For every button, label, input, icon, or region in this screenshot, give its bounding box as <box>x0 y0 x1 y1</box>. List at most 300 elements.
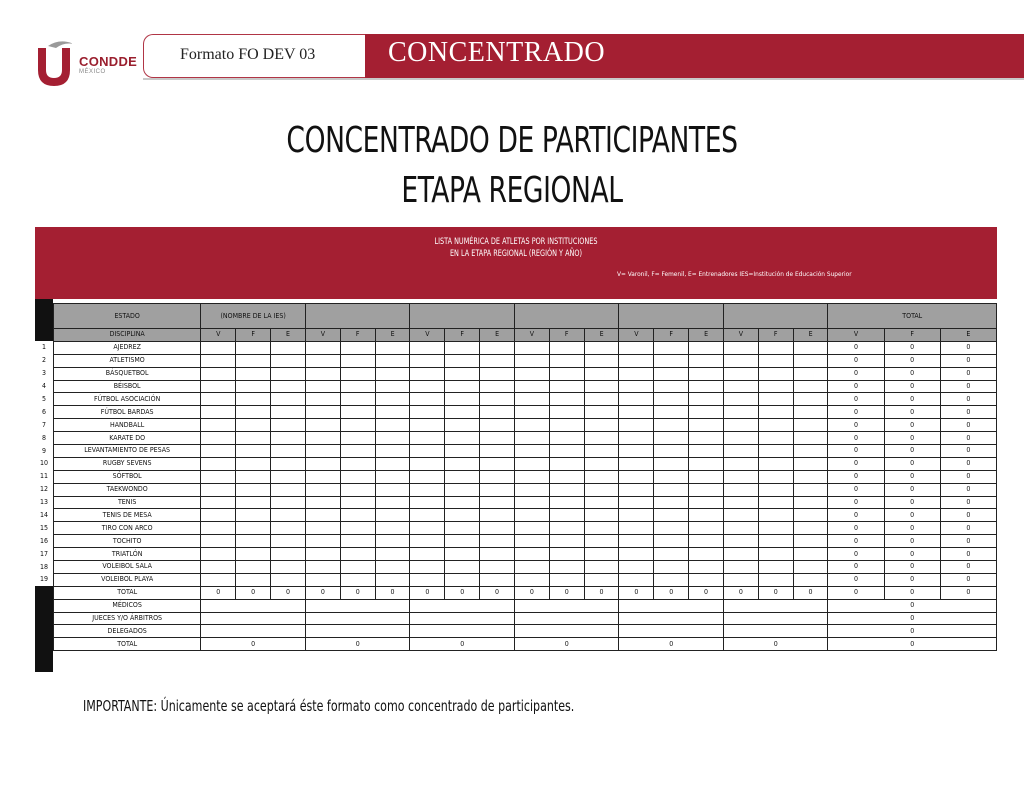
entry-cell[interactable] <box>549 522 584 535</box>
entry-cell[interactable] <box>654 354 689 367</box>
entry-cell[interactable] <box>445 445 480 458</box>
entry-cell[interactable] <box>410 457 445 470</box>
entry-cell[interactable] <box>271 522 306 535</box>
staff-entry-cell[interactable] <box>201 599 306 612</box>
entry-cell[interactable] <box>375 367 410 380</box>
entry-cell[interactable] <box>619 367 654 380</box>
entry-cell[interactable] <box>201 561 236 574</box>
staff-entry-cell[interactable] <box>723 599 828 612</box>
entry-cell[interactable] <box>236 496 271 509</box>
entry-cell[interactable] <box>236 354 271 367</box>
entry-cell[interactable] <box>445 522 480 535</box>
entry-cell[interactable] <box>305 393 340 406</box>
entry-cell[interactable] <box>236 483 271 496</box>
entry-cell[interactable] <box>236 535 271 548</box>
entry-cell[interactable] <box>584 393 619 406</box>
entry-cell[interactable] <box>340 445 375 458</box>
entry-cell[interactable] <box>375 432 410 445</box>
entry-cell[interactable] <box>514 354 549 367</box>
entry-cell[interactable] <box>271 367 306 380</box>
entry-cell[interactable] <box>340 393 375 406</box>
entry-cell[interactable] <box>480 419 515 432</box>
entry-cell[interactable] <box>375 393 410 406</box>
entry-cell[interactable] <box>305 573 340 586</box>
entry-cell[interactable] <box>236 561 271 574</box>
entry-cell[interactable] <box>201 406 236 419</box>
entry-cell[interactable] <box>480 548 515 561</box>
entry-cell[interactable] <box>340 341 375 354</box>
entry-cell[interactable] <box>480 573 515 586</box>
entry-cell[interactable] <box>654 380 689 393</box>
entry-cell[interactable] <box>619 509 654 522</box>
entry-cell[interactable] <box>445 535 480 548</box>
entry-cell[interactable] <box>723 483 758 496</box>
entry-cell[interactable] <box>793 406 828 419</box>
entry-cell[interactable] <box>410 380 445 393</box>
entry-cell[interactable] <box>271 496 306 509</box>
staff-entry-cell[interactable] <box>410 599 515 612</box>
entry-cell[interactable] <box>584 457 619 470</box>
entry-cell[interactable] <box>758 561 793 574</box>
entry-cell[interactable] <box>758 367 793 380</box>
entry-cell[interactable] <box>201 445 236 458</box>
entry-cell[interactable] <box>514 535 549 548</box>
entry-cell[interactable] <box>445 509 480 522</box>
entry-cell[interactable] <box>758 509 793 522</box>
entry-cell[interactable] <box>410 561 445 574</box>
entry-cell[interactable] <box>236 341 271 354</box>
entry-cell[interactable] <box>654 496 689 509</box>
entry-cell[interactable] <box>584 445 619 458</box>
entry-cell[interactable] <box>723 535 758 548</box>
entry-cell[interactable] <box>236 445 271 458</box>
entry-cell[interactable] <box>201 483 236 496</box>
entry-cell[interactable] <box>305 367 340 380</box>
entry-cell[interactable] <box>619 496 654 509</box>
entry-cell[interactable] <box>340 509 375 522</box>
entry-cell[interactable] <box>445 561 480 574</box>
entry-cell[interactable] <box>410 341 445 354</box>
staff-entry-cell[interactable] <box>619 625 724 638</box>
entry-cell[interactable] <box>305 561 340 574</box>
entry-cell[interactable] <box>793 367 828 380</box>
entry-cell[interactable] <box>619 432 654 445</box>
entry-cell[interactable] <box>201 380 236 393</box>
entry-cell[interactable] <box>723 457 758 470</box>
entry-cell[interactable] <box>236 509 271 522</box>
entry-cell[interactable] <box>549 457 584 470</box>
entry-cell[interactable] <box>480 522 515 535</box>
entry-cell[interactable] <box>445 548 480 561</box>
entry-cell[interactable] <box>689 445 724 458</box>
entry-cell[interactable] <box>340 561 375 574</box>
entry-cell[interactable] <box>410 393 445 406</box>
entry-cell[interactable] <box>305 457 340 470</box>
entry-cell[interactable] <box>793 445 828 458</box>
entry-cell[interactable] <box>584 419 619 432</box>
staff-entry-cell[interactable] <box>619 612 724 625</box>
entry-cell[interactable] <box>549 483 584 496</box>
entry-cell[interactable] <box>549 509 584 522</box>
entry-cell[interactable] <box>758 432 793 445</box>
entry-cell[interactable] <box>480 561 515 574</box>
entry-cell[interactable] <box>340 457 375 470</box>
entry-cell[interactable] <box>689 509 724 522</box>
staff-entry-cell[interactable] <box>305 599 410 612</box>
entry-cell[interactable] <box>689 457 724 470</box>
entry-cell[interactable] <box>758 522 793 535</box>
entry-cell[interactable] <box>410 535 445 548</box>
entry-cell[interactable] <box>480 509 515 522</box>
entry-cell[interactable] <box>201 535 236 548</box>
entry-cell[interactable] <box>654 470 689 483</box>
entry-cell[interactable] <box>445 341 480 354</box>
entry-cell[interactable] <box>236 367 271 380</box>
entry-cell[interactable] <box>619 406 654 419</box>
staff-entry-cell[interactable] <box>305 625 410 638</box>
staff-entry-cell[interactable] <box>201 612 306 625</box>
entry-cell[interactable] <box>758 354 793 367</box>
entry-cell[interactable] <box>758 496 793 509</box>
entry-cell[interactable] <box>723 548 758 561</box>
entry-cell[interactable] <box>793 573 828 586</box>
entry-cell[interactable] <box>340 419 375 432</box>
entry-cell[interactable] <box>375 445 410 458</box>
staff-entry-cell[interactable] <box>514 625 619 638</box>
entry-cell[interactable] <box>271 548 306 561</box>
entry-cell[interactable] <box>375 573 410 586</box>
entry-cell[interactable] <box>340 535 375 548</box>
entry-cell[interactable] <box>584 367 619 380</box>
entry-cell[interactable] <box>549 341 584 354</box>
entry-cell[interactable] <box>480 470 515 483</box>
entry-cell[interactable] <box>514 561 549 574</box>
entry-cell[interactable] <box>340 496 375 509</box>
entry-cell[interactable] <box>758 573 793 586</box>
entry-cell[interactable] <box>549 354 584 367</box>
entry-cell[interactable] <box>514 445 549 458</box>
entry-cell[interactable] <box>654 509 689 522</box>
entry-cell[interactable] <box>723 380 758 393</box>
entry-cell[interactable] <box>514 496 549 509</box>
entry-cell[interactable] <box>305 419 340 432</box>
entry-cell[interactable] <box>480 380 515 393</box>
entry-cell[interactable] <box>549 419 584 432</box>
entry-cell[interactable] <box>445 393 480 406</box>
entry-cell[interactable] <box>584 483 619 496</box>
entry-cell[interactable] <box>271 406 306 419</box>
entry-cell[interactable] <box>340 483 375 496</box>
entry-cell[interactable] <box>549 406 584 419</box>
entry-cell[interactable] <box>305 406 340 419</box>
entry-cell[interactable] <box>271 573 306 586</box>
entry-cell[interactable] <box>340 573 375 586</box>
entry-cell[interactable] <box>445 573 480 586</box>
entry-cell[interactable] <box>549 380 584 393</box>
entry-cell[interactable] <box>723 341 758 354</box>
entry-cell[interactable] <box>793 354 828 367</box>
entry-cell[interactable] <box>271 419 306 432</box>
entry-cell[interactable] <box>340 354 375 367</box>
staff-entry-cell[interactable] <box>201 625 306 638</box>
entry-cell[interactable] <box>689 393 724 406</box>
entry-cell[interactable] <box>305 548 340 561</box>
entry-cell[interactable] <box>689 354 724 367</box>
entry-cell[interactable] <box>410 419 445 432</box>
entry-cell[interactable] <box>758 457 793 470</box>
entry-cell[interactable] <box>689 535 724 548</box>
entry-cell[interactable] <box>305 483 340 496</box>
entry-cell[interactable] <box>445 354 480 367</box>
entry-cell[interactable] <box>549 573 584 586</box>
entry-cell[interactable] <box>271 393 306 406</box>
entry-cell[interactable] <box>236 457 271 470</box>
entry-cell[interactable] <box>201 432 236 445</box>
entry-cell[interactable] <box>619 573 654 586</box>
entry-cell[interactable] <box>584 535 619 548</box>
entry-cell[interactable] <box>689 367 724 380</box>
entry-cell[interactable] <box>201 457 236 470</box>
entry-cell[interactable] <box>375 496 410 509</box>
entry-cell[interactable] <box>619 419 654 432</box>
entry-cell[interactable] <box>271 341 306 354</box>
entry-cell[interactable] <box>305 509 340 522</box>
entry-cell[interactable] <box>271 483 306 496</box>
entry-cell[interactable] <box>723 522 758 535</box>
entry-cell[interactable] <box>793 522 828 535</box>
entry-cell[interactable] <box>723 393 758 406</box>
entry-cell[interactable] <box>514 483 549 496</box>
entry-cell[interactable] <box>654 561 689 574</box>
entry-cell[interactable] <box>689 496 724 509</box>
entry-cell[interactable] <box>689 406 724 419</box>
entry-cell[interactable] <box>514 470 549 483</box>
entry-cell[interactable] <box>480 457 515 470</box>
entry-cell[interactable] <box>619 445 654 458</box>
entry-cell[interactable] <box>340 406 375 419</box>
entry-cell[interactable] <box>375 561 410 574</box>
entry-cell[interactable] <box>793 393 828 406</box>
entry-cell[interactable] <box>793 457 828 470</box>
entry-cell[interactable] <box>584 509 619 522</box>
entry-cell[interactable] <box>689 419 724 432</box>
entry-cell[interactable] <box>480 445 515 458</box>
entry-cell[interactable] <box>793 380 828 393</box>
entry-cell[interactable] <box>305 341 340 354</box>
entry-cell[interactable] <box>340 432 375 445</box>
entry-cell[interactable] <box>305 432 340 445</box>
entry-cell[interactable] <box>549 432 584 445</box>
entry-cell[interactable] <box>340 522 375 535</box>
entry-cell[interactable] <box>410 496 445 509</box>
entry-cell[interactable] <box>480 406 515 419</box>
entry-cell[interactable] <box>584 573 619 586</box>
entry-cell[interactable] <box>723 470 758 483</box>
entry-cell[interactable] <box>375 457 410 470</box>
entry-cell[interactable] <box>514 432 549 445</box>
entry-cell[interactable] <box>445 367 480 380</box>
entry-cell[interactable] <box>619 522 654 535</box>
entry-cell[interactable] <box>201 522 236 535</box>
entry-cell[interactable] <box>410 406 445 419</box>
entry-cell[interactable] <box>654 535 689 548</box>
entry-cell[interactable] <box>793 509 828 522</box>
entry-cell[interactable] <box>549 496 584 509</box>
entry-cell[interactable] <box>201 367 236 380</box>
entry-cell[interactable] <box>584 341 619 354</box>
entry-cell[interactable] <box>201 419 236 432</box>
entry-cell[interactable] <box>758 393 793 406</box>
entry-cell[interactable] <box>236 573 271 586</box>
entry-cell[interactable] <box>549 548 584 561</box>
entry-cell[interactable] <box>584 432 619 445</box>
staff-entry-cell[interactable] <box>723 612 828 625</box>
entry-cell[interactable] <box>514 380 549 393</box>
entry-cell[interactable] <box>305 496 340 509</box>
entry-cell[interactable] <box>305 445 340 458</box>
entry-cell[interactable] <box>619 354 654 367</box>
entry-cell[interactable] <box>480 393 515 406</box>
entry-cell[interactable] <box>619 457 654 470</box>
entry-cell[interactable] <box>619 561 654 574</box>
entry-cell[interactable] <box>236 393 271 406</box>
entry-cell[interactable] <box>689 522 724 535</box>
entry-cell[interactable] <box>689 561 724 574</box>
entry-cell[interactable] <box>723 561 758 574</box>
entry-cell[interactable] <box>201 393 236 406</box>
entry-cell[interactable] <box>514 573 549 586</box>
entry-cell[interactable] <box>305 470 340 483</box>
entry-cell[interactable] <box>236 419 271 432</box>
entry-cell[interactable] <box>793 535 828 548</box>
entry-cell[interactable] <box>514 419 549 432</box>
entry-cell[interactable] <box>654 432 689 445</box>
entry-cell[interactable] <box>340 548 375 561</box>
entry-cell[interactable] <box>410 445 445 458</box>
entry-cell[interactable] <box>480 483 515 496</box>
entry-cell[interactable] <box>723 367 758 380</box>
entry-cell[interactable] <box>758 535 793 548</box>
entry-cell[interactable] <box>236 380 271 393</box>
entry-cell[interactable] <box>271 535 306 548</box>
entry-cell[interactable] <box>445 457 480 470</box>
entry-cell[interactable] <box>584 406 619 419</box>
entry-cell[interactable] <box>201 548 236 561</box>
entry-cell[interactable] <box>410 470 445 483</box>
entry-cell[interactable] <box>723 496 758 509</box>
entry-cell[interactable] <box>619 380 654 393</box>
entry-cell[interactable] <box>758 380 793 393</box>
entry-cell[interactable] <box>445 406 480 419</box>
entry-cell[interactable] <box>723 573 758 586</box>
entry-cell[interactable] <box>271 561 306 574</box>
entry-cell[interactable] <box>271 354 306 367</box>
entry-cell[interactable] <box>445 470 480 483</box>
entry-cell[interactable] <box>514 367 549 380</box>
entry-cell[interactable] <box>271 445 306 458</box>
entry-cell[interactable] <box>201 341 236 354</box>
entry-cell[interactable] <box>654 393 689 406</box>
entry-cell[interactable] <box>480 341 515 354</box>
entry-cell[interactable] <box>619 341 654 354</box>
entry-cell[interactable] <box>410 483 445 496</box>
entry-cell[interactable] <box>375 406 410 419</box>
entry-cell[interactable] <box>201 573 236 586</box>
entry-cell[interactable] <box>480 354 515 367</box>
entry-cell[interactable] <box>410 573 445 586</box>
entry-cell[interactable] <box>549 535 584 548</box>
entry-cell[interactable] <box>793 432 828 445</box>
entry-cell[interactable] <box>236 432 271 445</box>
entry-cell[interactable] <box>584 522 619 535</box>
staff-entry-cell[interactable] <box>514 612 619 625</box>
entry-cell[interactable] <box>480 432 515 445</box>
entry-cell[interactable] <box>689 548 724 561</box>
entry-cell[interactable] <box>236 548 271 561</box>
entry-cell[interactable] <box>305 535 340 548</box>
entry-cell[interactable] <box>340 367 375 380</box>
entry-cell[interactable] <box>723 432 758 445</box>
entry-cell[interactable] <box>689 341 724 354</box>
staff-entry-cell[interactable] <box>305 612 410 625</box>
entry-cell[interactable] <box>305 522 340 535</box>
entry-cell[interactable] <box>654 483 689 496</box>
entry-cell[interactable] <box>584 354 619 367</box>
entry-cell[interactable] <box>375 548 410 561</box>
entry-cell[interactable] <box>654 522 689 535</box>
entry-cell[interactable] <box>723 419 758 432</box>
entry-cell[interactable] <box>514 509 549 522</box>
entry-cell[interactable] <box>654 406 689 419</box>
entry-cell[interactable] <box>410 432 445 445</box>
entry-cell[interactable] <box>689 573 724 586</box>
entry-cell[interactable] <box>793 483 828 496</box>
entry-cell[interactable] <box>375 341 410 354</box>
entry-cell[interactable] <box>410 354 445 367</box>
entry-cell[interactable] <box>271 509 306 522</box>
entry-cell[interactable] <box>410 522 445 535</box>
entry-cell[interactable] <box>549 445 584 458</box>
entry-cell[interactable] <box>236 406 271 419</box>
entry-cell[interactable] <box>584 561 619 574</box>
entry-cell[interactable] <box>375 354 410 367</box>
entry-cell[interactable] <box>654 548 689 561</box>
entry-cell[interactable] <box>758 483 793 496</box>
entry-cell[interactable] <box>758 445 793 458</box>
entry-cell[interactable] <box>375 509 410 522</box>
entry-cell[interactable] <box>271 380 306 393</box>
staff-entry-cell[interactable] <box>410 625 515 638</box>
entry-cell[interactable] <box>480 535 515 548</box>
staff-entry-cell[interactable] <box>410 612 515 625</box>
entry-cell[interactable] <box>654 445 689 458</box>
entry-cell[interactable] <box>445 380 480 393</box>
entry-cell[interactable] <box>758 419 793 432</box>
entry-cell[interactable] <box>236 470 271 483</box>
entry-cell[interactable] <box>758 470 793 483</box>
entry-cell[interactable] <box>410 509 445 522</box>
entry-cell[interactable] <box>201 354 236 367</box>
entry-cell[interactable] <box>619 483 654 496</box>
entry-cell[interactable] <box>480 496 515 509</box>
entry-cell[interactable] <box>514 548 549 561</box>
entry-cell[interactable] <box>375 483 410 496</box>
entry-cell[interactable] <box>445 496 480 509</box>
entry-cell[interactable] <box>549 470 584 483</box>
entry-cell[interactable] <box>480 367 515 380</box>
entry-cell[interactable] <box>723 354 758 367</box>
entry-cell[interactable] <box>654 419 689 432</box>
